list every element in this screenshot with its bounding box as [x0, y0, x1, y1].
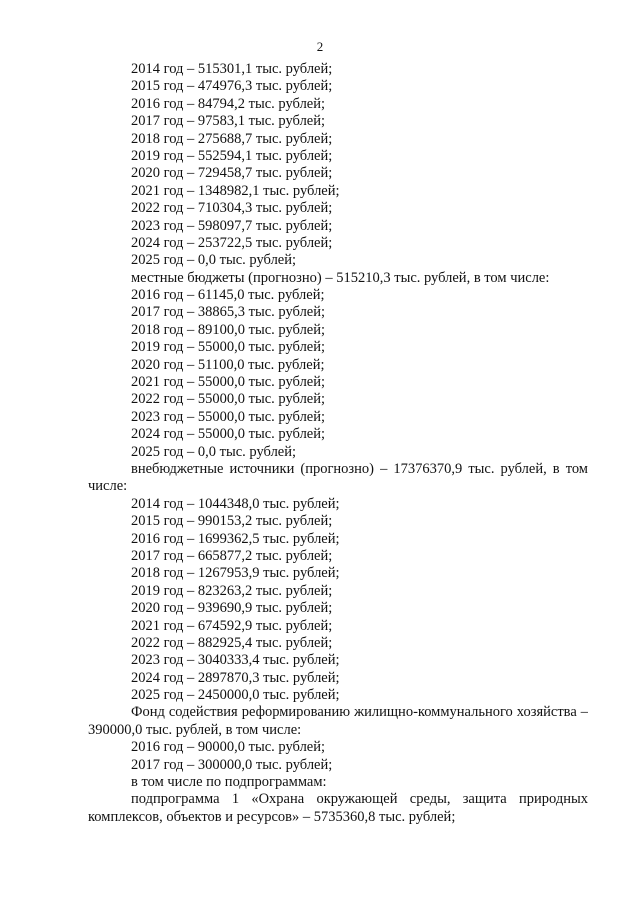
text-line: в том числе по подпрограммам: [131, 774, 327, 791]
text-line: 2016 год – 61145,0 тыс. рублей; [131, 287, 325, 304]
text-line: 2023 год – 55000,0 тыс. рублей; [131, 408, 326, 425]
text-line: 2020 год – 51100,0 тыс. рублей; [131, 356, 325, 373]
text-line: 2015 год – 990153,2 тыс. рублей; [131, 513, 333, 530]
text-line: 2019 год – 823263,2 тыс. рублей; [131, 582, 333, 599]
text-line: 2022 год – 710304,3 тыс. рублей; [131, 200, 333, 217]
text-line: 2017 год – 38865,3 тыс. рублей; [131, 304, 326, 321]
text-line: 2017 год – 97583,1 тыс. рублей; [131, 113, 326, 130]
text-line: Фонд содействия реформированию жилищно-коммунального хозяйства – [131, 704, 588, 721]
text-line: 2022 год – 882925,4 тыс. рублей; [131, 634, 333, 651]
text-line: 2017 год – 300000,0 тыс. рублей; [131, 756, 333, 773]
text-line: 2020 год – 729458,7 тыс. рублей; [131, 165, 333, 182]
text-line: 2019 год – 55000,0 тыс. рублей; [131, 339, 326, 356]
text-line: 2019 год – 552594,1 тыс. рублей; [131, 147, 333, 164]
text-line: 2018 год – 275688,7 тыс. рублей; [131, 130, 333, 147]
text-line: 2021 год – 55000,0 тыс. рублей; [131, 374, 326, 391]
text-line: 2022 год – 55000,0 тыс. рублей; [131, 391, 326, 408]
text-line: 390000,0 тыс. рублей, в том числе: [88, 721, 302, 738]
text-line: комплексов, объектов и ресурсов» – 5735360,8 тыс. рублей; [88, 808, 456, 825]
text-line: 2014 год – 1044348,0 тыс. рублей; [131, 495, 340, 512]
text-line: 2024 год – 2897870,3 тыс. рублей; [131, 669, 340, 686]
text-line: внебюджетные источники (прогнозно) – 17376370,9 тыс. рублей, в том [131, 460, 588, 477]
text-line: 2023 год – 598097,7 тыс. рублей; [131, 217, 333, 234]
text-line: 2023 год – 3040333,4 тыс. рублей; [131, 652, 340, 669]
text-line: подпрограмма 1 «Охрана окружающей среды, защита природных [131, 791, 588, 808]
text-line: 2016 год – 1699362,5 тыс. рублей; [131, 530, 340, 547]
text-line: 2014 год – 515301,1 тыс. рублей; [131, 61, 333, 77]
text-line: 2018 год – 1267953,9 тыс. рублей; [131, 565, 340, 582]
text-line: 2016 год – 90000,0 тыс. рублей; [131, 739, 326, 756]
text-line: 2021 год – 1348982,1 тыс. рублей; [131, 182, 340, 199]
page-number: 2 [316, 39, 324, 54]
text-line: 2016 год – 84794,2 тыс. рублей; [131, 95, 326, 112]
text-line: 2018 год – 89100,0 тыс. рублей; [131, 321, 326, 338]
text-line: 2024 год – 253722,5 тыс. рублей; [131, 234, 333, 251]
text-line: 2025 год – 2450000,0 тыс. рублей; [131, 687, 340, 704]
text-line: 2025 год – 0,0 тыс. рублей; [131, 443, 297, 460]
text-line: 2025 год – 0,0 тыс. рублей; [131, 252, 297, 269]
text-line: 2024 год – 55000,0 тыс. рублей; [131, 426, 326, 443]
text-line: 2021 год – 674592,9 тыс. рублей; [131, 617, 333, 634]
text-line: 2020 год – 939690,9 тыс. рублей; [131, 600, 333, 617]
text-line: числе: [88, 478, 128, 495]
text-line: 2015 год – 474976,3 тыс. рублей; [131, 78, 333, 95]
document-body [88, 61, 588, 826]
text-line: местные бюджеты (прогнозно) – 515210,3 тыс. рублей, в том числе: [131, 269, 550, 286]
text-line: 2017 год – 665877,2 тыс. рублей; [131, 547, 333, 564]
